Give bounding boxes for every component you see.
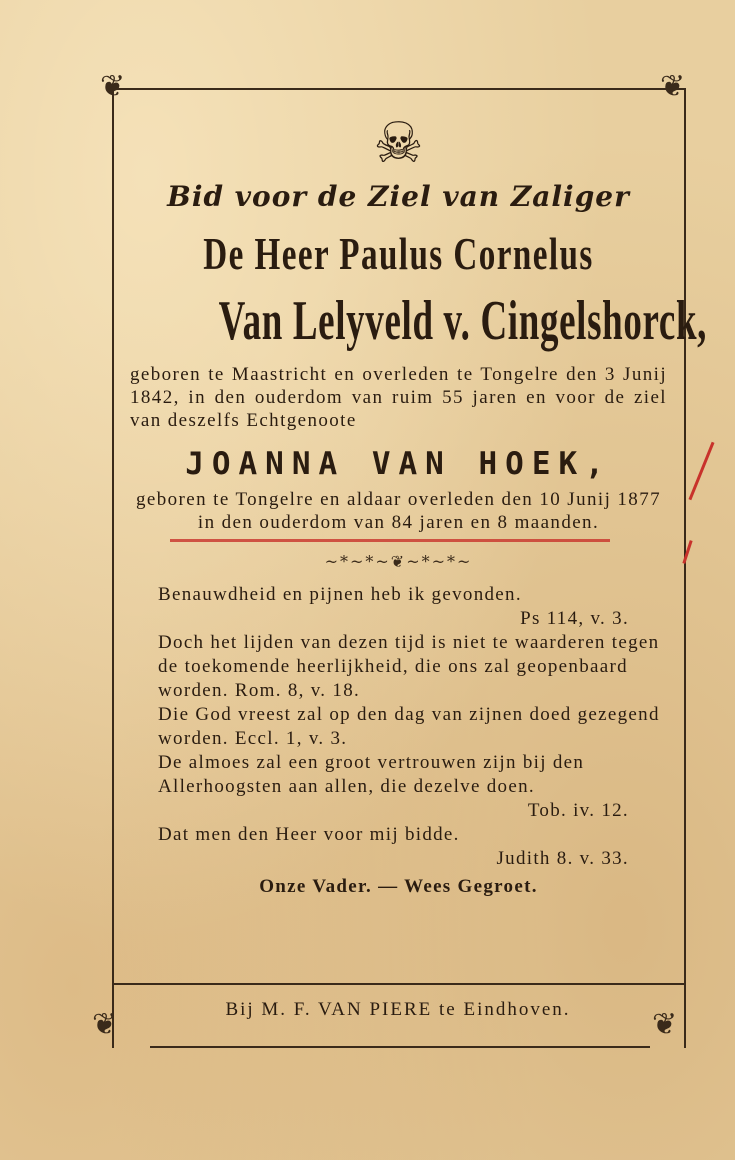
wife-name: JOANNA VAN HOEK, xyxy=(185,446,612,482)
verse-1 xyxy=(132,583,665,631)
skull-and-crossbones-icon: ☠ xyxy=(373,111,424,176)
verse-text: De almoes zal een groot vertrouwen zijn bij den Allerhoogsten aan allen, die dezelve doen. xyxy=(158,752,585,797)
card-text xyxy=(126,110,708,899)
closing-prayers: Onze Vader. — Wees Gegroet. xyxy=(259,876,538,897)
verse-ref: Judith 8. v. 33. xyxy=(496,848,629,869)
scroll-ornament-icon: ❦ xyxy=(100,69,126,104)
red-ink-mark xyxy=(688,442,714,501)
verse-3 xyxy=(132,703,665,751)
scroll-ornament-icon: ❦ xyxy=(660,69,686,104)
bottom-rule xyxy=(150,1046,650,1048)
verses xyxy=(132,583,665,899)
deceased-surname: Van Lelyveld v. Cingelshorck, xyxy=(218,290,708,352)
verse-text: Benauwdheid en pijnen heb ik gevonden. xyxy=(158,584,522,605)
verse-4 xyxy=(132,751,665,823)
deceased-title: De Heer Paulus Cornelus xyxy=(203,228,594,279)
invocation: Bid voor de Ziel van Zaliger xyxy=(167,180,630,213)
verse-text: Doch het lijden van dezen tijd is niet te waarderen tegen de toekomende heerlijkheid, die ons zal geopenbaard worden. Rom. 8, v. 18. xyxy=(158,632,660,701)
ornament-divider: ~*~*~❦~*~*~ xyxy=(324,552,473,571)
verse-2 xyxy=(132,631,665,703)
wife-details: geboren te Tongelre en aldaar overleden den 10 Junij 1877 in den ouderdom van 84 jaren en 8 maanden. xyxy=(136,489,661,533)
scroll-ornament-icon: ❦ xyxy=(652,1007,678,1042)
scroll-ornament-icon: ❦ xyxy=(92,1007,118,1042)
verse-ref: Ps 114, v. 3. xyxy=(520,608,629,629)
verse-ref: Tob. iv. 12. xyxy=(527,800,629,821)
verse-text: Dat men den Heer voor mij bidde. xyxy=(158,824,460,845)
verse-5 xyxy=(132,823,665,871)
deceased-details: geboren te Maastricht en overleden te Tongelre den 3 Junij 1842, in den ouderdom van ruim 55 jaren en voor de ziel van deszelfs Echtgenoote xyxy=(130,364,667,431)
printer-imprint: Bij M. F. VAN PIERE te Eindhoven. xyxy=(112,983,684,1021)
verse-text: Die God vreest zal op den dag van zijnen doed gezegend worden. Eccl. 1, v. 3. xyxy=(158,704,660,749)
